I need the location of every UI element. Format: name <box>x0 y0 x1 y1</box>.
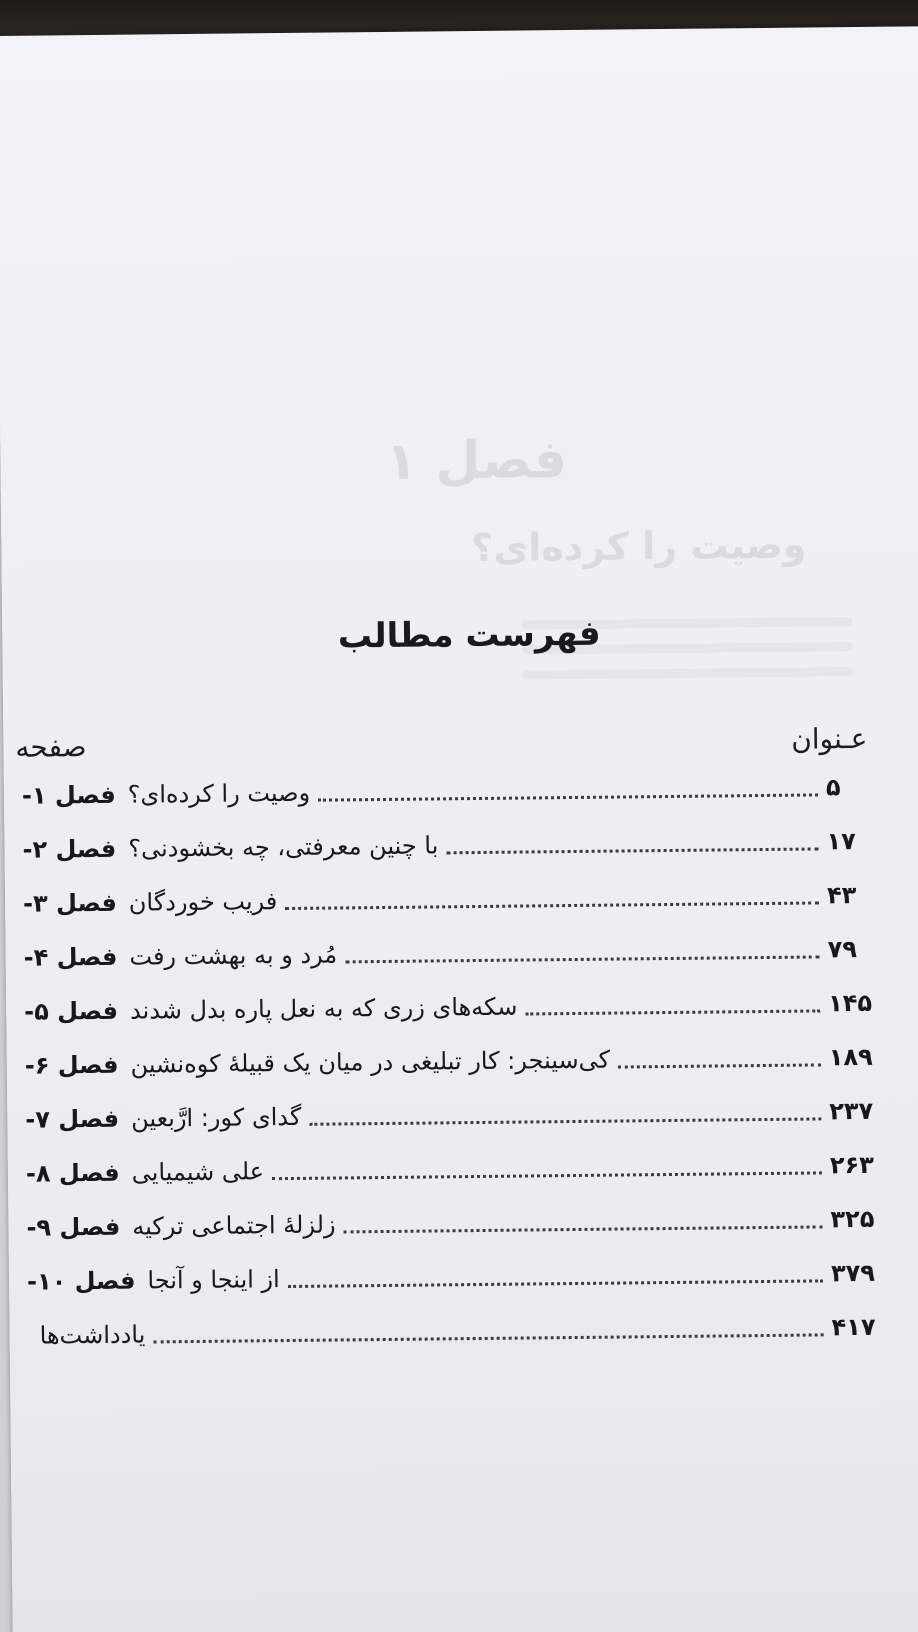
page-number: ۱۸۹ <box>828 1042 873 1072</box>
toc-row <box>16 821 878 870</box>
dot-leader <box>288 1277 823 1288</box>
dot-leader <box>446 845 818 854</box>
page-number: ۳۲۵ <box>830 1204 875 1234</box>
chapter-number: فصل ۱۰- <box>26 1266 136 1296</box>
toc-row <box>19 1091 881 1140</box>
dot-leader <box>618 1061 821 1068</box>
page-title: فهرست مطالب <box>337 613 601 657</box>
chapter-title: فریب خوردگان <box>128 887 278 917</box>
chapter-number: فصل ۵- <box>24 996 119 1026</box>
page-number: ۷۹ <box>827 935 858 964</box>
dot-leader <box>272 1169 822 1180</box>
page-number: ۱۴۵ <box>828 988 873 1018</box>
toc-row <box>16 767 878 816</box>
chapter-title: از اینجا و آنجا <box>147 1265 280 1295</box>
chapter-number: فصل ۶- <box>24 1050 119 1080</box>
bleed-through-chapter-title: وصیت را کرده‌ای؟ <box>471 522 807 571</box>
table-of-contents <box>4 766 918 1350</box>
book-page <box>0 26 918 1632</box>
toc-row <box>21 1307 883 1356</box>
dot-leader <box>153 1331 823 1343</box>
bleed-through-chapter-heading: فصل ۱ <box>385 430 568 492</box>
dot-leader <box>344 1223 823 1233</box>
dot-leader <box>318 791 818 801</box>
chapter-title: با چنین معرفتی، چه بخشودنی؟ <box>128 831 439 863</box>
chapter-title: زلزلهٔ اجتماعی ترکیه <box>132 1210 336 1241</box>
page-number: ۲۳۷ <box>829 1096 874 1126</box>
page-number: ۳۷۹ <box>830 1258 876 1288</box>
chapter-title: علی شیمیایی <box>131 1157 265 1187</box>
column-header-title: عـنوان <box>791 721 868 756</box>
chapter-title: مُرد و به بهشت رفت <box>129 940 338 971</box>
page-number: ۲۶۳ <box>829 1150 874 1180</box>
toc-row <box>20 1199 882 1248</box>
chapter-number: فصل ۲- <box>22 834 117 864</box>
chapter-number: فصل ۴- <box>23 942 118 972</box>
chapter-number: فصل ۱- <box>21 780 116 810</box>
chapter-number: فصل ۷- <box>25 1104 120 1134</box>
page-number: ۴۳ <box>826 881 857 910</box>
chapter-title: وصیت را کرده‌ای؟ <box>127 778 311 809</box>
chapter-number: فصل ۸- <box>25 1158 120 1188</box>
toc-row <box>18 983 880 1032</box>
column-header-page: صفحه <box>15 730 87 764</box>
notes-title: یادداشت‌ها <box>39 1320 146 1350</box>
toc-row <box>20 1145 882 1194</box>
toc-row <box>19 1037 881 1086</box>
chapter-title: سکه‌های زری که به نعل پاره بدل شدند <box>129 992 518 1025</box>
page-number: ۵ <box>825 773 841 802</box>
dot-leader <box>309 1115 821 1125</box>
chapter-number: فصل ۹- <box>26 1212 121 1242</box>
page-number: ۴۱۷ <box>831 1312 876 1342</box>
dot-leader <box>525 1007 820 1015</box>
chapter-title: گدای کور: ارَّبعین <box>130 1102 302 1133</box>
page-number: ۱۷ <box>826 827 856 856</box>
dot-leader <box>345 953 819 963</box>
toc-row <box>17 875 879 924</box>
dot-leader <box>285 899 819 910</box>
chapter-title: کی‌سینجر: کار تبلیغی در میان یک قبیلهٔ کوه‌نشین <box>130 1045 611 1079</box>
toc-row <box>21 1253 883 1302</box>
toc-row <box>17 929 879 978</box>
chapter-number: فصل ۳- <box>22 888 117 918</box>
